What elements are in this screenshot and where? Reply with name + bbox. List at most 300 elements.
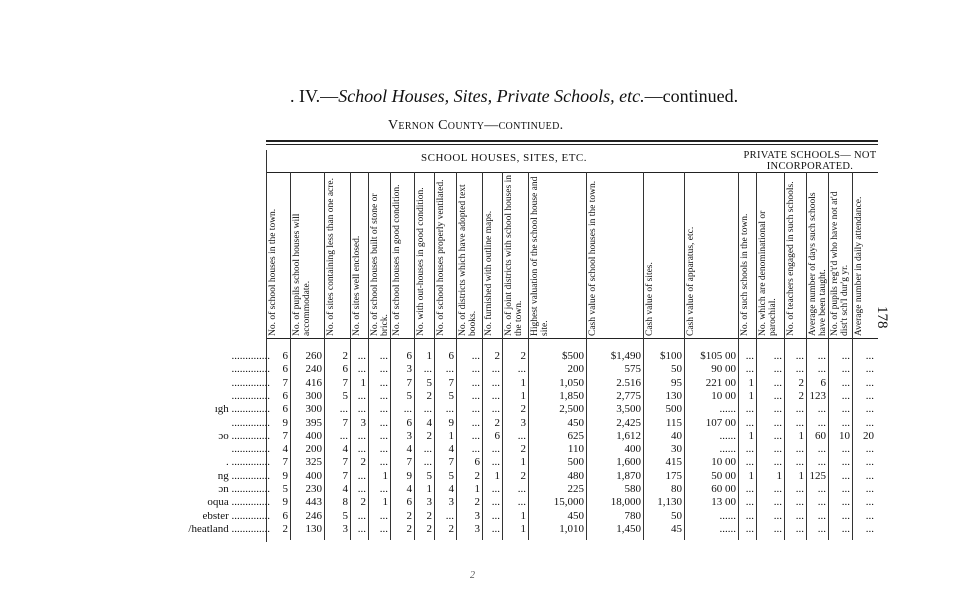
table-cell: 1 bbox=[748, 469, 754, 482]
table-cell: 1 bbox=[798, 469, 804, 482]
table-cell: ... bbox=[865, 376, 874, 389]
table-cell: 7 bbox=[342, 469, 348, 482]
table-cell: 60 00 bbox=[711, 483, 736, 495]
table-cell: 9 bbox=[282, 469, 288, 482]
table-cell: 6 bbox=[820, 376, 826, 389]
table-cell: 2 bbox=[474, 496, 480, 509]
table-cell: 50 00 bbox=[711, 469, 736, 482]
table-cell: 115 bbox=[665, 416, 682, 429]
table-cell: 415 bbox=[665, 456, 682, 469]
title-suffix: —continued. bbox=[644, 86, 739, 106]
table-cell: 3 bbox=[426, 496, 432, 509]
column-rule bbox=[784, 172, 785, 540]
table-cell: ... bbox=[865, 509, 874, 522]
table-cell: ... bbox=[471, 350, 480, 362]
row-town-name: . .............. bbox=[226, 456, 270, 469]
column-header-label: No. of districts which have adopted text books. bbox=[458, 184, 478, 336]
column-header-label: Average number of days such schools have been taught. bbox=[808, 192, 828, 336]
table-cell: 2 bbox=[360, 496, 366, 509]
footer-mark: 2 bbox=[470, 570, 475, 581]
table-cell: ... bbox=[795, 403, 804, 416]
table-cell: ... bbox=[865, 483, 874, 495]
table-cell: 3 bbox=[474, 522, 480, 535]
table-cell: 300 bbox=[305, 403, 322, 416]
table-cell: ... bbox=[471, 403, 480, 416]
row-town-name: .............. bbox=[231, 363, 270, 376]
table-cell: ... bbox=[795, 496, 804, 509]
table-cell: ... bbox=[865, 443, 874, 456]
table-cell: 1 bbox=[382, 496, 388, 509]
table-cell: 260 bbox=[305, 350, 322, 362]
table-cell: 2.516 bbox=[616, 376, 641, 389]
table-cell: 4 bbox=[342, 443, 348, 456]
table-cell: 90 00 bbox=[711, 363, 736, 376]
table-cell: ... bbox=[379, 403, 388, 416]
table-cell: 450 bbox=[567, 509, 584, 522]
table-cell: 4 bbox=[448, 483, 454, 495]
table-cell: ... bbox=[471, 389, 480, 402]
table-cell: 2 bbox=[426, 522, 432, 535]
table-cell: ... bbox=[379, 522, 388, 535]
column-header bbox=[758, 174, 786, 336]
table-cell: ... bbox=[379, 389, 388, 402]
table-cell: 3 bbox=[448, 496, 454, 509]
column-header bbox=[786, 174, 808, 336]
table-cell: ... bbox=[841, 509, 850, 522]
table-cell: ... bbox=[471, 429, 480, 442]
table-cell: 1 bbox=[474, 483, 480, 495]
table-cell: ...... bbox=[719, 429, 736, 442]
table-cell: 4 bbox=[282, 443, 288, 456]
table-cell: ... bbox=[357, 469, 366, 482]
table-cell: 123 bbox=[809, 389, 826, 402]
table-cell: ... bbox=[423, 363, 432, 376]
table-cell: ... bbox=[865, 416, 874, 429]
table-cell: ... bbox=[357, 522, 366, 535]
table-cell: ... bbox=[357, 483, 366, 495]
column-rule bbox=[482, 172, 483, 540]
column-header bbox=[808, 174, 830, 336]
table-cell: 18,000 bbox=[610, 496, 641, 509]
table-cell: 7 bbox=[282, 429, 288, 442]
table-cell: 2 bbox=[406, 509, 412, 522]
table-cell: ... bbox=[773, 522, 782, 535]
table-cell: 7 bbox=[342, 416, 348, 429]
table-cell: 230 bbox=[305, 483, 322, 495]
table-cell: ... bbox=[357, 509, 366, 522]
table-cell: $105 00 bbox=[700, 350, 736, 362]
table-cell: ... bbox=[773, 389, 782, 402]
table-cell: 5 bbox=[406, 389, 412, 402]
table-cell: $1,490 bbox=[610, 350, 641, 362]
table-cell: 200 bbox=[305, 443, 322, 456]
table-cell: 7 bbox=[282, 376, 288, 389]
table-cell: ... bbox=[357, 363, 366, 376]
table-cell: $500 bbox=[562, 350, 584, 362]
table-cell: ... bbox=[339, 429, 348, 442]
table-cell: ... bbox=[773, 496, 782, 509]
table-cell: 221 00 bbox=[705, 376, 736, 389]
table-cell: ... bbox=[841, 376, 850, 389]
table-cell: 1,612 bbox=[616, 429, 641, 442]
table-cell: 3 bbox=[474, 509, 480, 522]
table-cell: ... bbox=[517, 363, 526, 376]
table-cell: 5 bbox=[448, 389, 454, 402]
table-cell: ... bbox=[795, 483, 804, 495]
column-header bbox=[326, 174, 352, 336]
table-cell: ... bbox=[379, 483, 388, 495]
row-town-name: .............. bbox=[231, 376, 270, 389]
table-cell: ... bbox=[471, 443, 480, 456]
table-cell: ... bbox=[773, 363, 782, 376]
table-cell: 13 00 bbox=[711, 496, 736, 509]
column-header-label: No. furnished with outline maps. bbox=[484, 210, 494, 336]
table-cell: 50 bbox=[671, 509, 682, 522]
table-cell: ... bbox=[491, 376, 500, 389]
table-cell: 125 bbox=[809, 469, 826, 482]
table-cell: 6 bbox=[282, 350, 288, 362]
column-header-label: No. of school houses properly ventilated. bbox=[436, 179, 446, 336]
column-rule bbox=[390, 172, 391, 540]
table-cell: 2 bbox=[520, 403, 526, 416]
table-cell: ... bbox=[745, 496, 754, 509]
table-cell: 6 bbox=[282, 389, 288, 402]
table-cell: 5 bbox=[342, 389, 348, 402]
table-cell: 7 bbox=[406, 456, 412, 469]
table-cell: ... bbox=[841, 496, 850, 509]
table-cell: ... bbox=[745, 456, 754, 469]
table-cell: ... bbox=[379, 350, 388, 362]
table-cell: 400 bbox=[305, 429, 322, 442]
column-rule bbox=[368, 172, 369, 540]
table-cell: 1,050 bbox=[559, 376, 584, 389]
table-cell: 60 bbox=[815, 429, 826, 442]
group-header-school-houses: SCHOOL HOUSES, SITES, ETC. bbox=[421, 152, 587, 164]
table-cell: 2 bbox=[520, 443, 526, 456]
table-cell: 6 bbox=[342, 363, 348, 376]
table-cell: 1 bbox=[748, 376, 754, 389]
table-cell: ... bbox=[841, 469, 850, 482]
table-cell: ... bbox=[865, 363, 874, 376]
column-rule bbox=[434, 172, 435, 540]
table-cell: ... bbox=[491, 363, 500, 376]
table-cell: ... bbox=[817, 496, 826, 509]
table-cell: ... bbox=[379, 416, 388, 429]
table-cell: ... bbox=[745, 363, 754, 376]
table-cell: 1 bbox=[776, 469, 782, 482]
table-cell: 4 bbox=[342, 483, 348, 495]
table-cell: 5 bbox=[448, 469, 454, 482]
county-subtitle: Vernon County—continued. bbox=[388, 118, 564, 133]
row-town-name: .............. bbox=[231, 389, 270, 402]
table-cell: ... bbox=[357, 350, 366, 362]
table-cell: 1 bbox=[382, 469, 388, 482]
table-cell: 300 bbox=[305, 389, 322, 402]
table-cell: 1 bbox=[426, 483, 432, 495]
column-header bbox=[830, 174, 854, 336]
table-cell: ... bbox=[379, 443, 388, 456]
table-cell: 6 bbox=[282, 403, 288, 416]
table-cell: 4 bbox=[406, 443, 412, 456]
table-cell: 1,130 bbox=[657, 496, 682, 509]
table-cell: 1 bbox=[520, 522, 526, 535]
table-cell: 7 bbox=[342, 456, 348, 469]
column-header bbox=[686, 174, 740, 336]
table-cell: 5 bbox=[426, 469, 432, 482]
table-cell: 1 bbox=[494, 469, 500, 482]
column-header-label: No. of joint districts with school houses in the town. bbox=[504, 175, 524, 336]
table-cell: 480 bbox=[567, 469, 584, 482]
table-cell: ... bbox=[517, 429, 526, 442]
table-cell: ... bbox=[773, 350, 782, 362]
column-header-label: No. of pupils reg't'd who have not at'd dist't sch'l dur'g yr. bbox=[830, 191, 850, 336]
table-cell: 625 bbox=[567, 429, 584, 442]
table-cell: 15,000 bbox=[553, 496, 584, 509]
table-cell: ... bbox=[445, 509, 454, 522]
table-cell: ... bbox=[491, 483, 500, 495]
column-rule bbox=[456, 172, 457, 540]
row-town-name: ng .............. bbox=[217, 469, 270, 482]
table-cell: 1,450 bbox=[616, 522, 641, 535]
table-cell: ... bbox=[773, 443, 782, 456]
table-cell: 1 bbox=[748, 389, 754, 402]
table-cell: 95 bbox=[671, 376, 682, 389]
table-cell: ... bbox=[795, 522, 804, 535]
table-cell: ... bbox=[817, 522, 826, 535]
table-cell: $100 bbox=[660, 350, 682, 362]
table-cell: 7 bbox=[448, 376, 454, 389]
title-italic: School Houses, Sites, Private Schools, etc. bbox=[338, 86, 645, 106]
table-cell: ... bbox=[841, 350, 850, 362]
table-cell: ... bbox=[841, 483, 850, 495]
table-cell: 2 bbox=[474, 469, 480, 482]
table-cell: ... bbox=[403, 403, 412, 416]
table-cell: 4 bbox=[426, 416, 432, 429]
table-cell: 500 bbox=[567, 456, 584, 469]
top-rule bbox=[266, 140, 878, 142]
table-cell: 580 bbox=[624, 483, 641, 495]
table-cell: ... bbox=[865, 350, 874, 362]
table-cell: 2 bbox=[342, 350, 348, 362]
column-rule bbox=[586, 172, 587, 540]
table-cell: ... bbox=[745, 416, 754, 429]
table-cell: 8 bbox=[342, 496, 348, 509]
table-cell: ... bbox=[471, 376, 480, 389]
table-cell: 130 bbox=[305, 522, 322, 535]
table-cell: ... bbox=[817, 363, 826, 376]
table-cell: 4 bbox=[406, 483, 412, 495]
table-cell: ... bbox=[773, 429, 782, 442]
column-rule bbox=[290, 172, 291, 540]
table-cell: 416 bbox=[305, 376, 322, 389]
table-cell: ... bbox=[745, 403, 754, 416]
table-cell: 6 bbox=[448, 350, 454, 362]
group-header-private-schools: PRIVATE SCHOOLS— NOT INCORPORATED. bbox=[743, 150, 877, 172]
table-cell: 30 bbox=[671, 443, 682, 456]
table-cell: ... bbox=[379, 363, 388, 376]
table-cell: ... bbox=[817, 483, 826, 495]
page-title bbox=[290, 86, 738, 107]
table-cell: 2 bbox=[360, 456, 366, 469]
table-cell: 2,775 bbox=[616, 389, 641, 402]
table-cell: 3,500 bbox=[616, 403, 641, 416]
column-header-label: Average number in daily attendance. bbox=[854, 196, 864, 336]
table-cell: 9 bbox=[448, 416, 454, 429]
table-cell: ... bbox=[471, 416, 480, 429]
table-cell: 6 bbox=[474, 456, 480, 469]
table-cell: ... bbox=[491, 509, 500, 522]
table-cell: 3 bbox=[520, 416, 526, 429]
table-cell: ... bbox=[841, 456, 850, 469]
table-cell: 7 bbox=[342, 376, 348, 389]
table-cell: ... bbox=[423, 403, 432, 416]
table-cell: ... bbox=[745, 443, 754, 456]
table-cell: 5 bbox=[282, 483, 288, 495]
table-cell: 2 bbox=[448, 522, 454, 535]
table-cell: 4 bbox=[448, 443, 454, 456]
table-cell: ... bbox=[841, 416, 850, 429]
table-cell: 5 bbox=[426, 376, 432, 389]
column-header-label: No. which are denominational or parochial. bbox=[758, 210, 778, 336]
table-cell: 6 bbox=[406, 350, 412, 362]
table-cell: 6 bbox=[494, 429, 500, 442]
table-cell: 130 bbox=[665, 389, 682, 402]
table-cell: ... bbox=[491, 522, 500, 535]
table-cell: 2 bbox=[426, 429, 432, 442]
column-rule bbox=[684, 172, 685, 540]
table-cell: ... bbox=[745, 483, 754, 495]
table-cell: ... bbox=[379, 456, 388, 469]
column-rule bbox=[502, 172, 503, 540]
column-header bbox=[436, 174, 458, 336]
column-header-label: No. of school houses in good condition. bbox=[392, 184, 402, 336]
table-cell: 246 bbox=[305, 509, 322, 522]
column-rule bbox=[414, 172, 415, 540]
table-cell: ... bbox=[817, 443, 826, 456]
table-cell: ... bbox=[517, 483, 526, 495]
table-cell: 1 bbox=[520, 389, 526, 402]
table-cell: ... bbox=[795, 350, 804, 362]
table-cell: ... bbox=[841, 443, 850, 456]
table-cell: ... bbox=[379, 429, 388, 442]
table-cell: 780 bbox=[624, 509, 641, 522]
table-cell: 7 bbox=[282, 456, 288, 469]
table-cell: 240 bbox=[305, 363, 322, 376]
table-cell: 9 bbox=[282, 496, 288, 509]
table-cell: ... bbox=[817, 416, 826, 429]
column-header bbox=[416, 174, 436, 336]
column-header bbox=[292, 174, 326, 336]
table-cell: 2 bbox=[426, 509, 432, 522]
row-town-name: .............. bbox=[231, 350, 270, 362]
table-cell: 2,425 bbox=[616, 416, 641, 429]
table-cell: ... bbox=[745, 350, 754, 362]
table-cell: 1 bbox=[426, 350, 432, 362]
table-cell: ... bbox=[795, 509, 804, 522]
table-cell: ... bbox=[379, 509, 388, 522]
table-cell: ... bbox=[773, 416, 782, 429]
table-cell: ... bbox=[865, 469, 874, 482]
table-cell: 400 bbox=[305, 469, 322, 482]
table-cell: 175 bbox=[665, 469, 682, 482]
table-cell: 2,500 bbox=[559, 403, 584, 416]
table-cell: ... bbox=[795, 363, 804, 376]
row-town-name: .............. bbox=[231, 416, 270, 429]
table-cell: ... bbox=[773, 403, 782, 416]
table-cell: 1,870 bbox=[616, 469, 641, 482]
table-cell: 80 bbox=[671, 483, 682, 495]
column-header bbox=[458, 174, 484, 336]
table-cell: 40 bbox=[671, 429, 682, 442]
row-town-name: /heatland .............. bbox=[188, 522, 270, 535]
column-rule bbox=[350, 172, 351, 540]
table-cell: ... bbox=[841, 389, 850, 402]
column-header bbox=[484, 174, 504, 336]
table-cell: ... bbox=[795, 456, 804, 469]
column-header-label: No. of such schools in the town. bbox=[740, 213, 750, 336]
table-cell: ... bbox=[841, 403, 850, 416]
table-cell: ... bbox=[357, 429, 366, 442]
table-cell: 6 bbox=[406, 416, 412, 429]
table-cell: ... bbox=[745, 522, 754, 535]
column-rule bbox=[738, 172, 739, 540]
table-cell: 2 bbox=[798, 389, 804, 402]
row-town-name: ıgh .............. bbox=[214, 403, 270, 416]
table-cell: ... bbox=[795, 416, 804, 429]
table-cell: ... bbox=[817, 350, 826, 362]
table-cell: ... bbox=[517, 496, 526, 509]
table-cell: ...... bbox=[719, 509, 736, 522]
column-header bbox=[370, 174, 392, 336]
table-cell: 1,010 bbox=[559, 522, 584, 535]
table-cell: 10 00 bbox=[711, 456, 736, 469]
table-cell: 1 bbox=[360, 376, 366, 389]
table-cell: 450 bbox=[567, 416, 584, 429]
table-cell: 50 bbox=[671, 363, 682, 376]
table-cell: 395 bbox=[305, 416, 322, 429]
table-cell: 1 bbox=[798, 429, 804, 442]
column-rule bbox=[324, 172, 325, 540]
column-header bbox=[645, 174, 686, 336]
column-rule bbox=[806, 172, 807, 540]
column-header-label: No. of pupils school houses will accommodate. bbox=[292, 213, 312, 336]
column-header-label: Cash value of apparatus, etc. bbox=[686, 226, 696, 336]
table-cell: 575 bbox=[624, 363, 641, 376]
column-header-label: No. of sites containing less than one acre. bbox=[326, 177, 336, 336]
row-town-name: ɔo .............. bbox=[218, 429, 270, 442]
column-header-label: Highest valuation of the school house and site. bbox=[530, 176, 550, 336]
table-cell: ... bbox=[773, 376, 782, 389]
table-cell: ... bbox=[491, 496, 500, 509]
column-rule bbox=[828, 172, 829, 540]
table-cell: ... bbox=[841, 363, 850, 376]
table-cell: ... bbox=[773, 456, 782, 469]
table-cell: ... bbox=[491, 456, 500, 469]
table-cell: 2 bbox=[406, 522, 412, 535]
column-header bbox=[504, 174, 530, 336]
table-cell: 2 bbox=[520, 350, 526, 362]
table-cell: 5 bbox=[342, 509, 348, 522]
table-cell: ... bbox=[423, 456, 432, 469]
column-header-label: Cash value of school houses in the town. bbox=[588, 180, 598, 336]
table-cell: 9 bbox=[282, 416, 288, 429]
table-cell: 443 bbox=[305, 496, 322, 509]
row-town-name: oqua .............. bbox=[207, 496, 270, 509]
row-town-name: ebster .............. bbox=[202, 509, 270, 522]
table-cell: 6 bbox=[282, 509, 288, 522]
table-cell: 1 bbox=[520, 456, 526, 469]
table-cell: ... bbox=[773, 483, 782, 495]
